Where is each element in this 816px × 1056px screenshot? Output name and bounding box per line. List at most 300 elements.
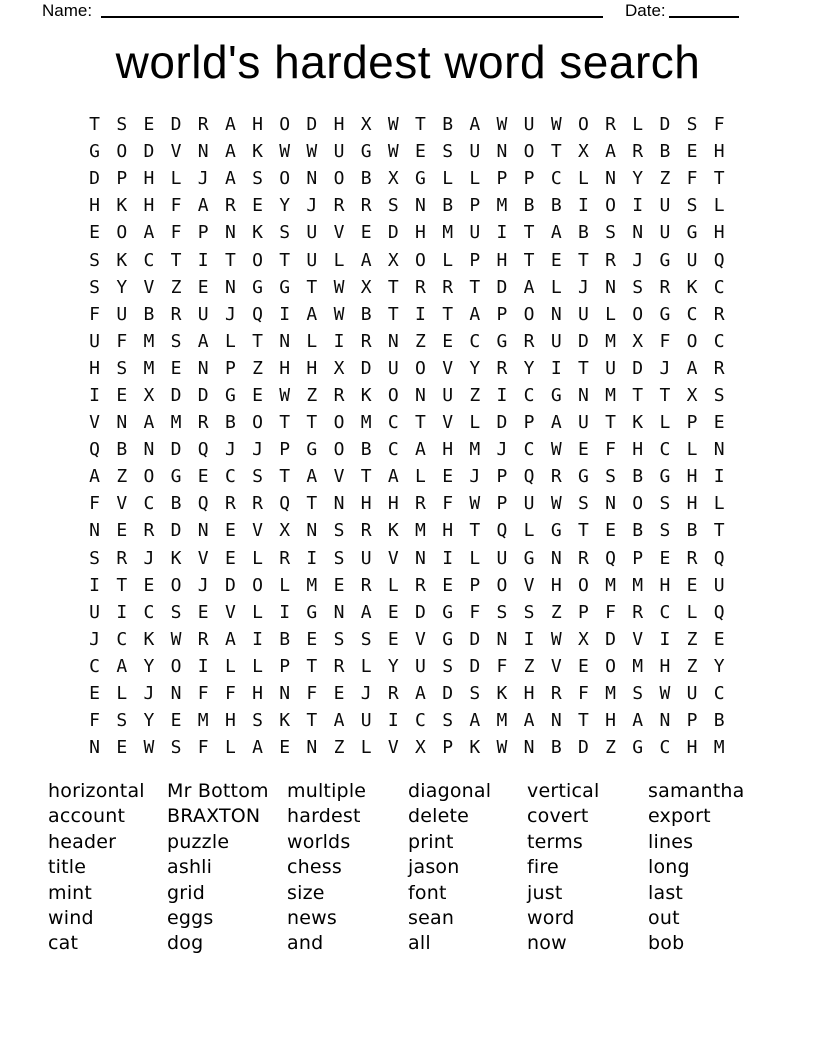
grid-cell-r23c6: H (224, 710, 236, 732)
grid-cell-r1c16: W (496, 114, 508, 136)
grid-cell-r19c20: F (605, 601, 616, 623)
grid-cell-r4c12: S (387, 195, 399, 217)
word-list-item: delete (408, 805, 470, 828)
grid-cell-r5c1: E (89, 222, 100, 244)
grid-cell-r20c10: S (333, 628, 345, 650)
grid-cell-r16c1: N (89, 520, 100, 542)
grid-cell-r1c12: W (387, 114, 399, 136)
grid-cell-r22c5: F (197, 683, 209, 705)
word-list-column-4 (408, 779, 491, 957)
grid-cell-r9c3: M (143, 330, 155, 352)
word-list-item: font (408, 881, 447, 904)
grid-cell-r8c22: G (659, 303, 671, 325)
word-list-item: fire (527, 856, 559, 879)
grid-cell-r12c5: R (197, 412, 209, 434)
grid-cell-r17c9: I (306, 547, 318, 569)
grid-cell-r20c13: V (415, 628, 426, 650)
grid-cell-r24c3: W (143, 737, 155, 759)
word-list-column-6 (648, 779, 744, 957)
grid-cell-r5c24: H (713, 222, 725, 244)
word-search-grid (81, 111, 733, 761)
grid-cell-r8c17: O (523, 303, 535, 325)
grid-cell-r14c11: T (360, 466, 372, 488)
grid-cell-r21c16: F (496, 655, 508, 677)
grid-cell-r20c9: E (306, 628, 318, 650)
grid-cell-r11c7: E (252, 384, 263, 406)
word-list-item: wind (48, 907, 94, 930)
grid-cell-r6c8: T (279, 249, 291, 271)
grid-cell-r18c20: M (605, 574, 616, 596)
grid-cell-r1c15: A (469, 114, 481, 136)
grid-cell-r24c22: C (659, 737, 671, 759)
grid-cell-r11c2: E (116, 384, 128, 406)
grid-cell-r9c4: S (170, 330, 182, 352)
grid-cell-r13c12: C (387, 439, 399, 461)
word-list-item: cat (48, 932, 79, 955)
word-list-item: horizontal (48, 780, 145, 802)
word-list-item: sean (408, 907, 455, 930)
grid-cell-r6c21: J (632, 249, 644, 271)
grid-cell-r21c10: R (333, 655, 345, 677)
grid-cell-r13c4: D (170, 439, 182, 461)
grid-cell-r18c6: D (224, 574, 236, 596)
grid-cell-r18c19: O (577, 574, 589, 596)
grid-cell-r6c10: L (333, 249, 345, 271)
grid-cell-r3c9: N (306, 168, 318, 190)
grid-cell-r22c1: E (89, 683, 100, 705)
word-list-item: bob (648, 932, 685, 955)
grid-cell-r22c3: J (143, 683, 155, 705)
grid-cell-r21c14: S (442, 655, 454, 677)
grid-cell-r3c3: H (143, 168, 155, 190)
grid-cell-r18c11: R (360, 574, 372, 596)
word-list-column-2 (167, 779, 269, 957)
grid-cell-r9c18: U (550, 330, 562, 352)
grid-cell-r13c1: Q (89, 439, 100, 461)
grid-cell-r8c9: A (306, 303, 318, 325)
grid-cell-r20c2: C (116, 628, 128, 650)
grid-cell-r21c20: O (605, 655, 616, 677)
grid-cell-r13c11: B (360, 439, 372, 461)
grid-cell-r23c10: A (333, 710, 345, 732)
grid-cell-r3c12: X (387, 168, 399, 190)
word-list-item: print (408, 830, 454, 853)
grid-cell-r15c8: Q (279, 493, 291, 515)
grid-cell-r1c5: R (197, 114, 209, 136)
grid-cell-r12c3: A (143, 412, 155, 434)
grid-cell-r2c2: O (116, 141, 128, 163)
grid-cell-r5c19: B (577, 222, 589, 244)
grid-cell-r20c1: J (89, 628, 100, 650)
grid-cell-r23c24: B (713, 710, 725, 732)
grid-cell-r6c7: O (252, 249, 263, 271)
grid-cell-r14c2: Z (116, 466, 128, 488)
grid-cell-r15c22: S (659, 493, 671, 515)
grid-cell-r23c11: U (360, 710, 372, 732)
grid-cell-r22c18: R (550, 683, 562, 705)
grid-cell-r17c20: Q (605, 547, 616, 569)
grid-cell-r9c23: O (686, 330, 698, 352)
grid-cell-r11c4: D (170, 384, 182, 406)
grid-cell-r15c6: R (224, 493, 236, 515)
grid-cell-r2c7: K (252, 141, 263, 163)
grid-cell-r3c15: L (469, 168, 481, 190)
grid-cell-r1c22: D (659, 114, 671, 136)
grid-cell-r19c17: S (523, 601, 535, 623)
grid-cell-r22c11: J (360, 683, 372, 705)
grid-cell-r22c16: K (496, 683, 508, 705)
grid-cell-r22c6: F (224, 683, 236, 705)
grid-cell-r16c22: S (659, 520, 671, 542)
grid-cell-r14c13: L (415, 466, 426, 488)
grid-cell-r22c13: A (415, 683, 426, 705)
grid-cell-r3c6: A (224, 168, 236, 190)
grid-cell-r18c21: M (632, 574, 644, 596)
grid-cell-r6c12: X (387, 249, 399, 271)
grid-cell-r10c22: J (659, 357, 671, 379)
grid-cell-r23c5: M (197, 710, 209, 732)
grid-cell-r16c10: S (333, 520, 345, 542)
grid-cell-r11c10: R (333, 384, 345, 406)
grid-cell-r4c3: H (143, 195, 155, 217)
grid-cell-r11c18: G (550, 384, 562, 406)
grid-cell-r20c22: I (659, 628, 671, 650)
grid-cell-r3c10: O (333, 168, 345, 190)
grid-cell-r17c6: E (224, 547, 236, 569)
grid-cell-r18c18: H (550, 574, 562, 596)
grid-cell-r21c12: Y (387, 655, 399, 677)
grid-cell-r1c18: W (550, 114, 562, 136)
grid-cell-r2c23: E (686, 141, 698, 163)
grid-cell-r5c6: N (224, 222, 236, 244)
grid-cell-r21c15: D (469, 655, 481, 677)
word-list-item: word (527, 907, 575, 930)
grid-cell-r23c13: C (415, 710, 426, 732)
grid-cell-r2c10: U (333, 141, 345, 163)
grid-cell-r5c3: A (143, 222, 155, 244)
date-fill-in-line (669, 16, 739, 18)
grid-cell-r12c16: D (496, 412, 508, 434)
grid-cell-r21c5: I (197, 655, 209, 677)
word-list-item: export (648, 805, 711, 828)
word-list-item: and (287, 932, 324, 955)
grid-cell-r24c24: M (713, 737, 725, 759)
name-fill-in-line (101, 16, 603, 18)
grid-cell-r10c7: Z (252, 357, 263, 379)
grid-cell-r23c14: S (442, 710, 454, 732)
grid-cell-r5c4: F (170, 222, 182, 244)
grid-cell-r13c3: N (143, 439, 155, 461)
grid-cell-r8c8: I (279, 303, 291, 325)
word-list-item: dog (167, 932, 204, 955)
grid-cell-r5c9: U (306, 222, 318, 244)
grid-cell-r24c11: L (360, 737, 372, 759)
grid-cell-r7c10: W (333, 276, 345, 298)
grid-cell-r21c17: Z (523, 655, 535, 677)
grid-cell-r2c19: X (577, 141, 589, 163)
grid-cell-r11c17: C (523, 384, 535, 406)
grid-cell-r18c13: R (415, 574, 426, 596)
grid-cell-r3c7: S (252, 168, 263, 190)
word-list-item: lines (648, 830, 694, 853)
grid-cell-r7c7: G (252, 276, 263, 298)
grid-cell-r17c1: S (89, 547, 100, 569)
grid-cell-r1c4: D (170, 114, 182, 136)
grid-cell-r11c1: I (89, 384, 100, 406)
grid-cell-r12c11: M (360, 412, 372, 434)
grid-cell-r14c4: G (170, 466, 182, 488)
grid-cell-r9c22: F (659, 330, 671, 352)
grid-cell-r7c18: L (550, 276, 562, 298)
grid-cell-r11c15: Z (469, 384, 481, 406)
grid-cell-r20c18: W (550, 628, 562, 650)
grid-cell-r23c21: A (632, 710, 644, 732)
grid-cell-r18c23: E (686, 574, 698, 596)
grid-cell-r10c20: U (605, 357, 616, 379)
grid-cell-r24c4: S (170, 737, 182, 759)
grid-cell-r16c3: R (143, 520, 155, 542)
word-list-item: eggs (167, 907, 214, 930)
grid-cell-r13c14: H (442, 439, 454, 461)
grid-cell-r19c3: C (143, 601, 155, 623)
grid-cell-r18c24: U (713, 574, 725, 596)
grid-cell-r9c12: N (387, 330, 399, 352)
grid-cell-r10c5: N (197, 357, 209, 379)
word-list-item: BRAXTON (167, 805, 261, 828)
grid-cell-r1c24: F (713, 114, 725, 136)
grid-cell-r23c12: I (387, 710, 399, 732)
grid-cell-r6c20: R (605, 249, 616, 271)
grid-cell-r19c21: R (632, 601, 644, 623)
grid-cell-r11c5: D (197, 384, 209, 406)
grid-cell-r3c1: D (89, 168, 100, 190)
grid-cell-r22c17: H (523, 683, 535, 705)
word-list-item: samantha (648, 780, 745, 802)
grid-cell-r2c16: N (496, 141, 508, 163)
word-list-item: worlds (287, 830, 351, 853)
grid-cell-r15c21: O (632, 493, 644, 515)
grid-cell-r15c16: P (496, 493, 508, 515)
grid-cell-r15c12: H (387, 493, 399, 515)
grid-cell-r20c7: I (252, 628, 263, 650)
grid-cell-r8c20: L (605, 303, 616, 325)
grid-cell-r21c3: Y (143, 655, 155, 677)
grid-cell-r22c2: L (116, 683, 128, 705)
grid-cell-r14c15: J (469, 466, 481, 488)
grid-cell-r19c10: N (333, 601, 345, 623)
grid-cell-r22c7: H (252, 683, 263, 705)
grid-cell-r23c17: A (523, 710, 535, 732)
grid-cell-r21c9: T (306, 655, 318, 677)
word-list-column-5 (527, 779, 599, 957)
grid-cell-r6c5: I (197, 249, 209, 271)
grid-cell-r5c7: K (252, 222, 263, 244)
grid-cell-r2c11: G (360, 141, 372, 163)
grid-cell-r8c23: C (686, 303, 698, 325)
grid-cell-r21c7: L (252, 655, 263, 677)
grid-cell-r10c14: V (442, 357, 454, 379)
grid-cell-r23c15: A (469, 710, 481, 732)
grid-cell-r10c23: A (686, 357, 698, 379)
grid-cell-r12c24: E (713, 412, 725, 434)
word-list-item: long (648, 856, 690, 879)
grid-cell-r6c2: K (116, 249, 128, 271)
grid-cell-r10c4: E (170, 357, 182, 379)
grid-cell-r12c21: K (632, 412, 644, 434)
grid-cell-r20c19: X (577, 628, 589, 650)
grid-cell-r5c11: E (360, 222, 372, 244)
grid-cell-r20c3: K (143, 628, 155, 650)
grid-cell-r16c15: T (469, 520, 481, 542)
grid-cell-r17c22: E (659, 547, 671, 569)
grid-cell-r24c2: E (116, 737, 128, 759)
word-list-item: terms (527, 830, 584, 853)
grid-cell-r19c19: P (577, 601, 589, 623)
grid-cell-r18c7: O (252, 574, 263, 596)
grid-cell-r17c12: V (387, 547, 399, 569)
grid-cell-r15c19: S (577, 493, 589, 515)
grid-cell-r19c22: C (659, 601, 671, 623)
grid-cell-r21c21: M (632, 655, 644, 677)
grid-cell-r9c21: X (632, 330, 644, 352)
grid-cell-r15c5: Q (197, 493, 209, 515)
grid-cell-r11c23: X (686, 384, 698, 406)
grid-cell-r1c7: H (252, 114, 263, 136)
grid-cell-r6c1: S (89, 249, 100, 271)
grid-cell-r7c16: D (496, 276, 508, 298)
grid-cell-r1c9: D (306, 114, 318, 136)
grid-cell-r15c20: N (605, 493, 616, 515)
grid-cell-r2c6: A (224, 141, 236, 163)
grid-cell-r24c15: K (469, 737, 481, 759)
grid-cell-r16c16: Q (496, 520, 508, 542)
grid-cell-r18c15: P (469, 574, 481, 596)
grid-cell-r9c6: L (224, 330, 236, 352)
grid-cell-r9c14: E (442, 330, 454, 352)
grid-cell-r3c2: P (116, 168, 128, 190)
grid-cell-r24c12: V (387, 737, 399, 759)
grid-cell-r7c11: X (360, 276, 372, 298)
word-list-item: header (48, 830, 117, 853)
grid-cell-r21c1: C (89, 655, 100, 677)
word-list-item: grid (167, 881, 206, 904)
grid-cell-r5c20: S (605, 222, 616, 244)
grid-cell-r6c15: P (469, 249, 481, 271)
grid-cell-r21c2: A (116, 655, 128, 677)
grid-cell-r4c24: L (713, 195, 725, 217)
grid-cell-r22c22: W (659, 683, 671, 705)
grid-cell-r16c5: N (197, 520, 209, 542)
grid-cell-r22c4: N (170, 683, 182, 705)
grid-cell-r14c16: P (496, 466, 508, 488)
grid-cell-r1c1: T (89, 114, 100, 136)
grid-cell-r8c2: U (116, 303, 128, 325)
grid-cell-r1c20: R (605, 114, 616, 136)
grid-cell-r1c3: E (143, 114, 155, 136)
grid-cell-r22c20: M (605, 683, 616, 705)
grid-cell-r10c18: I (550, 357, 562, 379)
word-list-item: hardest (287, 805, 361, 828)
grid-cell-r16c7: V (252, 520, 263, 542)
grid-cell-r17c17: G (523, 547, 535, 569)
grid-cell-r13c5: Q (197, 439, 209, 461)
grid-cell-r4c14: B (442, 195, 454, 217)
grid-cell-r13c10: O (333, 439, 345, 461)
grid-cell-r10c10: X (333, 357, 345, 379)
grid-cell-r22c15: S (469, 683, 481, 705)
grid-cell-r18c17: V (523, 574, 535, 596)
grid-cell-r4c7: E (252, 195, 263, 217)
grid-cell-r8c18: N (550, 303, 562, 325)
grid-cell-r9c13: Z (415, 330, 426, 352)
grid-cell-r16c19: T (577, 520, 589, 542)
grid-cell-r7c24: C (713, 276, 725, 298)
grid-cell-r15c17: U (523, 493, 535, 515)
grid-cell-r11c14: U (442, 384, 454, 406)
grid-cell-r12c22: L (659, 412, 671, 434)
grid-cell-r19c13: D (415, 601, 426, 623)
grid-cell-r24c1: N (89, 737, 100, 759)
grid-cell-r24c21: G (632, 737, 644, 759)
grid-cell-r4c22: U (659, 195, 671, 217)
grid-cell-r17c10: S (333, 547, 345, 569)
grid-cell-r9c17: R (523, 330, 535, 352)
word-list-item: puzzle (167, 830, 230, 853)
grid-cell-r4c13: N (415, 195, 426, 217)
grid-cell-r19c6: V (224, 601, 236, 623)
grid-cell-r10c3: M (143, 357, 155, 379)
grid-cell-r7c14: R (442, 276, 454, 298)
grid-cell-r2c13: E (415, 141, 426, 163)
grid-cell-r22c24: C (713, 683, 725, 705)
grid-cell-r2c8: W (279, 141, 291, 163)
grid-cell-r22c21: S (632, 683, 644, 705)
grid-cell-r18c3: E (143, 574, 155, 596)
grid-cell-r19c11: A (360, 601, 372, 623)
grid-cell-r20c17: I (523, 628, 535, 650)
word-list-item: account (48, 805, 126, 828)
grid-cell-r7c15: T (469, 276, 481, 298)
grid-cell-r7c12: T (387, 276, 399, 298)
grid-cell-r5c8: S (279, 222, 291, 244)
grid-cell-r18c10: E (333, 574, 345, 596)
grid-cell-r18c1: I (89, 574, 100, 596)
word-list (0, 779, 816, 969)
grid-cell-r13c23: L (686, 439, 698, 461)
grid-cell-r15c1: F (89, 493, 100, 515)
grid-cell-r6c22: G (659, 249, 671, 271)
grid-cell-r9c20: M (605, 330, 616, 352)
grid-cell-r2c9: W (306, 141, 318, 163)
grid-cell-r2c22: B (659, 141, 671, 163)
grid-cell-r17c3: J (143, 547, 155, 569)
grid-cell-r17c2: R (116, 547, 128, 569)
grid-cell-r5c21: N (632, 222, 644, 244)
grid-cell-r6c24: Q (713, 249, 725, 271)
grid-cell-r18c22: H (659, 574, 671, 596)
grid-cell-r15c15: W (469, 493, 481, 515)
grid-cell-r8c6: J (224, 303, 236, 325)
grid-cell-r11c6: G (224, 384, 236, 406)
grid-cell-r18c12: L (387, 574, 399, 596)
grid-cell-r13c24: N (713, 439, 725, 461)
grid-cell-r1c21: L (632, 114, 644, 136)
grid-cell-r15c10: N (333, 493, 345, 515)
grid-cell-r12c15: L (469, 412, 481, 434)
grid-cell-r3c17: P (523, 168, 535, 190)
grid-cell-r8c15: A (469, 303, 481, 325)
grid-cell-r6c16: H (496, 249, 508, 271)
